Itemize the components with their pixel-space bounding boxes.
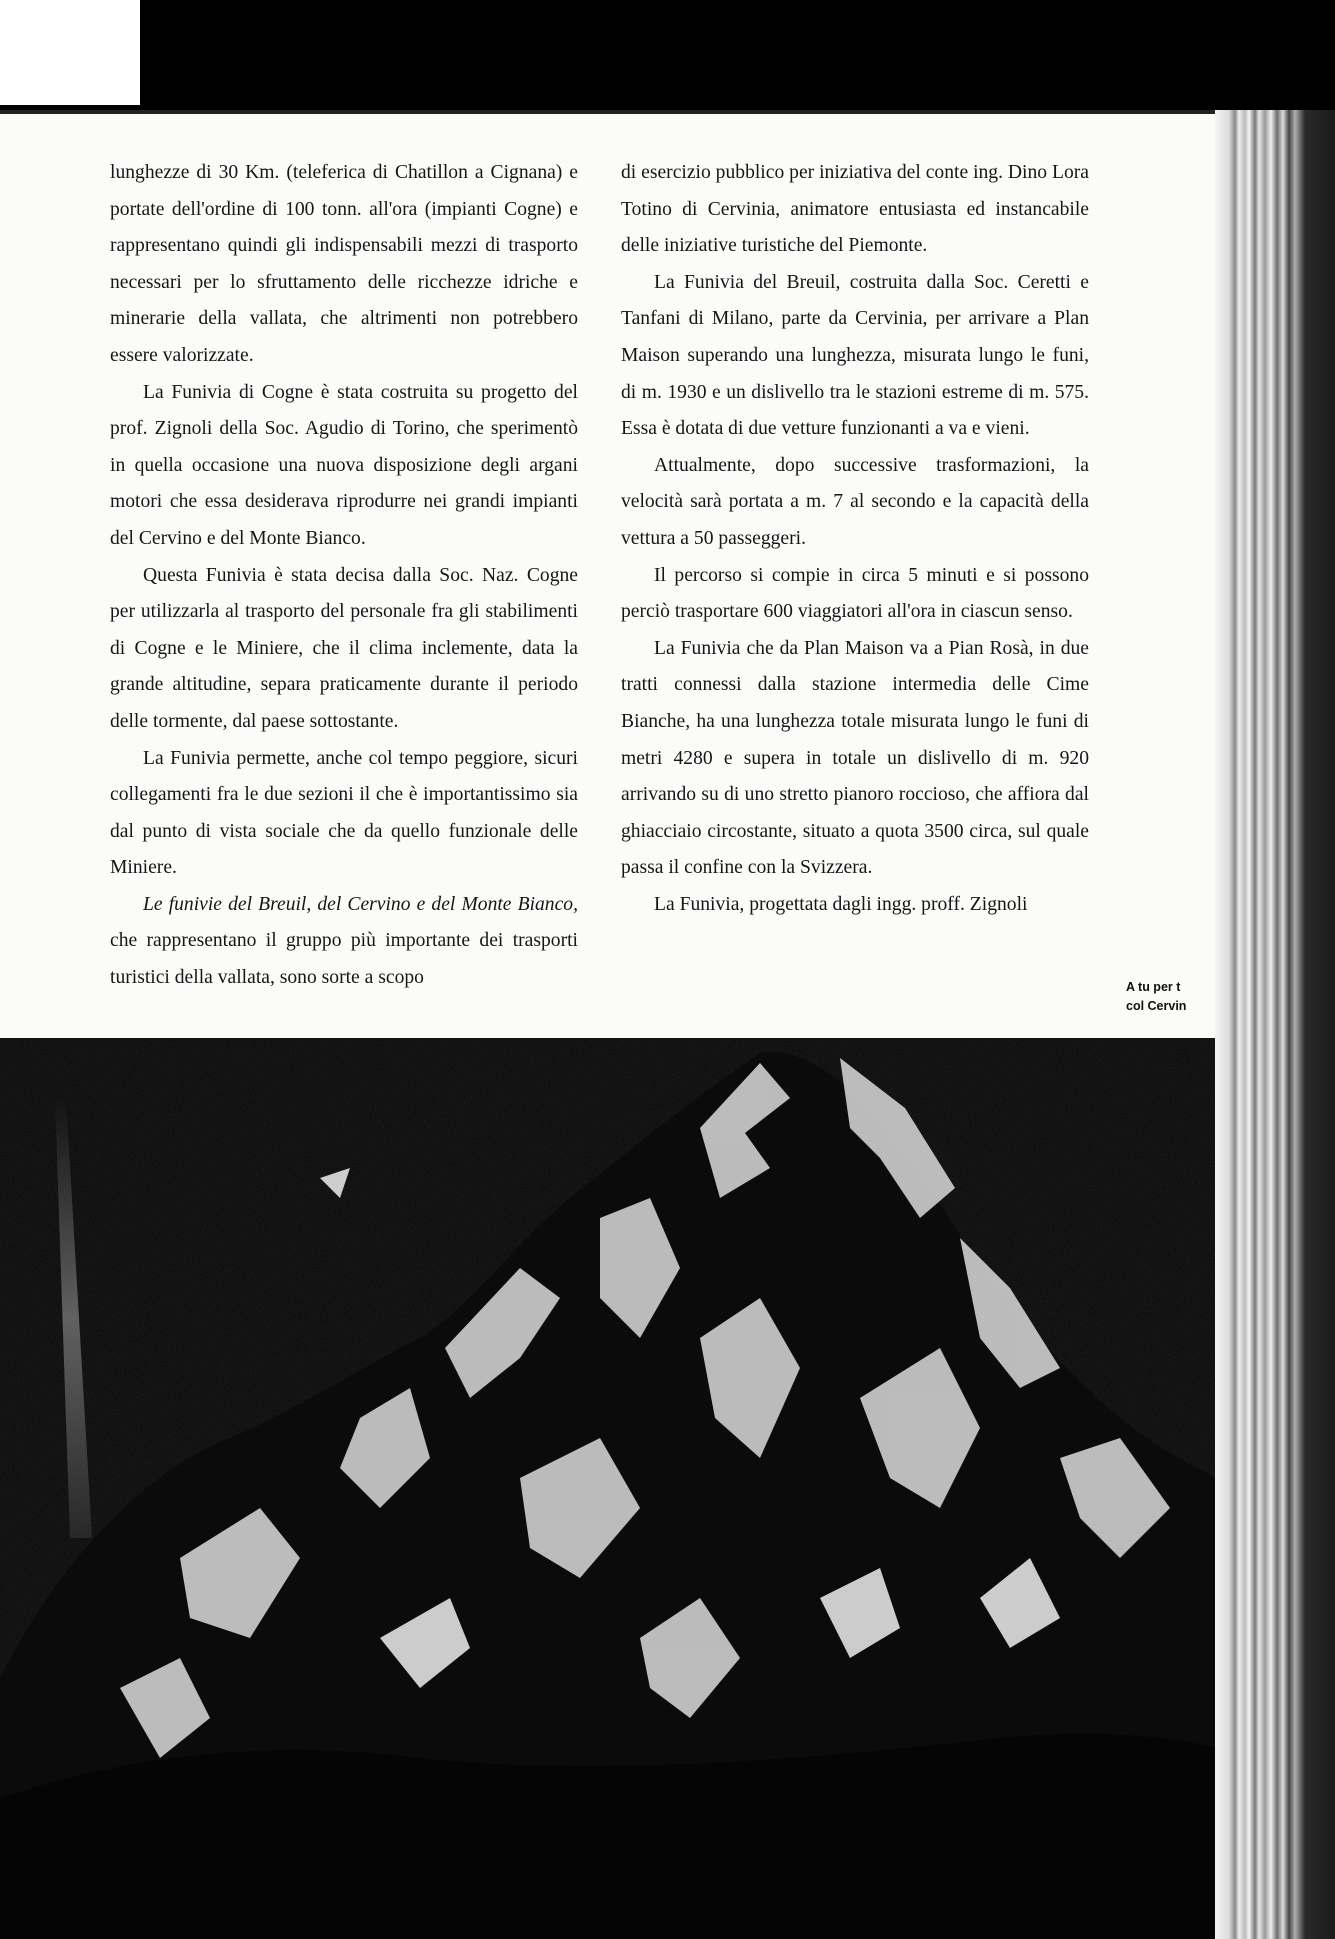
right-paragraph-4: Il percorso si compie in circa 5 minuti e si possono perciò trasportare 600 viaggiatori all'ora in ciascun senso. xyxy=(621,564,1089,623)
mountain-photo-graphic xyxy=(0,1038,1215,1939)
left-paragraph-5-rest: che rappresentano il gruppo più importante dei trasporti turistici della vallata, sono sorte a scopo xyxy=(110,930,578,989)
caption-line-2: col Cervin xyxy=(1126,999,1187,1013)
top-dark-band xyxy=(0,0,1335,118)
left-text-column xyxy=(110,155,578,997)
top-left-white-area xyxy=(0,0,140,105)
right-paragraph-2: La Funivia del Breuil, costruita dalla Soc. Ceretti e Tanfani di Milano, parte da Cervinia, per arrivare a Plan Maison superando una lunghezza, misurata lungo le funi, di m. 1930 e un dislivello tra le stazioni estreme di m. 575. Essa è dotata di due vetture funzionanti a va e vieni. xyxy=(621,271,1089,440)
book-page-edges xyxy=(1215,110,1335,1939)
left-paragraph-1: lunghezze di 30 Km. (teleferica di Chatillon a Cignana) e portate dell'ordine di 100 tonn. all'ora (impianti Cogne) e rappresentano quindi gli indispensabili mezzi di trasporto necessari per lo sfruttamento delle ricchezze idriche e minerarie della vallata, che altrimenti non potrebbero essere valorizzate. xyxy=(110,162,578,366)
left-paragraph-5 xyxy=(110,887,578,997)
right-paragraph-6: La Funivia, progettata dagli ingg. proff. Zignoli xyxy=(654,893,1028,915)
right-paragraph-3: Attualmente, dopo successive trasformazioni, la velocità sarà portata a m. 7 al secondo e la capacità della vettura a 50 passeggeri. xyxy=(621,454,1089,549)
right-text-column xyxy=(621,155,1089,923)
left-paragraph-2: La Funivia di Cogne è stata costruita su progetto del prof. Zignoli della Soc. Agudio di Torino, che sperimentò in quella occasione una nuova disposizione degli argani motori che essa desiderava riprodurre nei grandi impianti del Cervino e del Monte Bianco. xyxy=(110,381,578,549)
photo-caption xyxy=(1126,978,1216,1016)
left-paragraph-3: Questa Funivia è stata decisa dalla Soc. Naz. Cogne per utilizzarla al trasporto del personale fra gli stabilimenti di Cogne e le Miniere, che il clima inclemente, data la grande altitudine, separa praticamente durante il periodo delle tormente, dal paese sottostante. xyxy=(110,564,578,732)
mountain-photo xyxy=(0,1038,1215,1939)
caption-line-1: A tu per t xyxy=(1126,980,1181,994)
right-paragraph-5: La Funivia che da Plan Maison va a Pian Rosà, in due tratti connessi dalla stazione intermedia delle Cime Bianche, ha una lunghezza totale misurata lungo le funi di metri 4280 e supera in totale un dislivello di m. 920 arrivando su di uno stretto pianoro roccioso, che affiora dal ghiacciaio circostante, situato a quota 3500 circa, sul quale passa il confine con la Svizzera. xyxy=(621,637,1089,879)
left-paragraph-5-italic: Le funivie del Breuil, del Cervino e del Monte Bianco, xyxy=(143,893,578,915)
left-paragraph-4: La Funivia permette, anche col tempo peggiore, sicuri collegamenti fra le due sezioni il che è importantissimo sia dal punto di vista sociale che da quello funzionale delle Miniere. xyxy=(110,747,578,879)
right-paragraph-1: di esercizio pubblico per iniziativa del conte ing. Dino Lora Totino di Cervinia, animatore entusiasta ed instancabile delle iniziative turistiche del Piemonte. xyxy=(621,162,1089,257)
